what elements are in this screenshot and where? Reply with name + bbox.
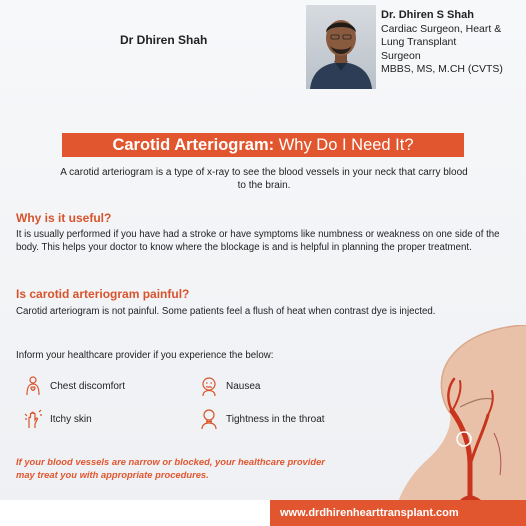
title-banner [62, 133, 464, 157]
heading-why-useful: Why is it useful? [16, 211, 112, 225]
symptom-chest-discomfort [22, 375, 125, 397]
footer-blank [0, 500, 270, 526]
neck-artery-illustration [390, 325, 526, 515]
doctor-title-line1: Cardiac Surgeon, Heart & [381, 22, 502, 35]
doctor-photo [306, 5, 376, 89]
chest-pain-icon [22, 375, 44, 397]
doctor-info [381, 9, 523, 77]
throat-tightness-icon [198, 408, 220, 430]
doctor-title-line3: Surgeon [381, 49, 421, 62]
symptom-nausea [198, 375, 260, 397]
body-painful: Carotid arteriogram is not painful. Some patients feel a flush of heat when contrast dye is injected. [16, 306, 436, 317]
body-why-useful: It is usually performed if you have had a stroke or have symptoms like numbness or weakness on one side of the body. This helps your doctor to know where the blockage is and is helpful in planning the proper treatment. [16, 229, 500, 253]
symptoms-intro: Inform your healthcare provider if you experience the below: [16, 350, 274, 361]
symptom-label: Tightness in the throat [226, 413, 325, 425]
symptom-label: Itchy skin [50, 413, 92, 425]
website-link[interactable]: www.drdhirenhearttransplant.com [280, 507, 459, 519]
doctor-name: Dr. Dhiren S Shah [381, 9, 474, 21]
title-bold: Carotid Arteriogram: [112, 135, 275, 154]
footer-bar [0, 500, 526, 526]
itchy-skin-icon [22, 408, 44, 430]
treatment-note: If your blood vessels are narrow or blocked, your healthcare provider may treat you with appropriate procedures. [16, 456, 325, 480]
title-rest: Why Do I Need It? [274, 135, 414, 154]
symptom-throat-tightness [198, 408, 325, 430]
symptom-itchy-skin [22, 408, 92, 430]
footer-website-box[interactable] [270, 500, 526, 526]
nausea-icon [198, 375, 220, 397]
heading-painful: Is carotid arteriogram painful? [16, 287, 190, 301]
symptom-label: Chest discomfort [50, 380, 126, 392]
doctor-degrees: MBBS, MS, M.CH (CVTS) [381, 63, 503, 75]
brand-name: Dr Dhiren Shah [120, 33, 208, 47]
symptom-label: Nausea [226, 380, 261, 392]
doctor-title-line2: Lung Transplant [381, 36, 457, 48]
intro-text: A carotid arteriogram is a type of x-ray to see the blood vessels in your neck that carry blood to the brain. [60, 167, 468, 191]
